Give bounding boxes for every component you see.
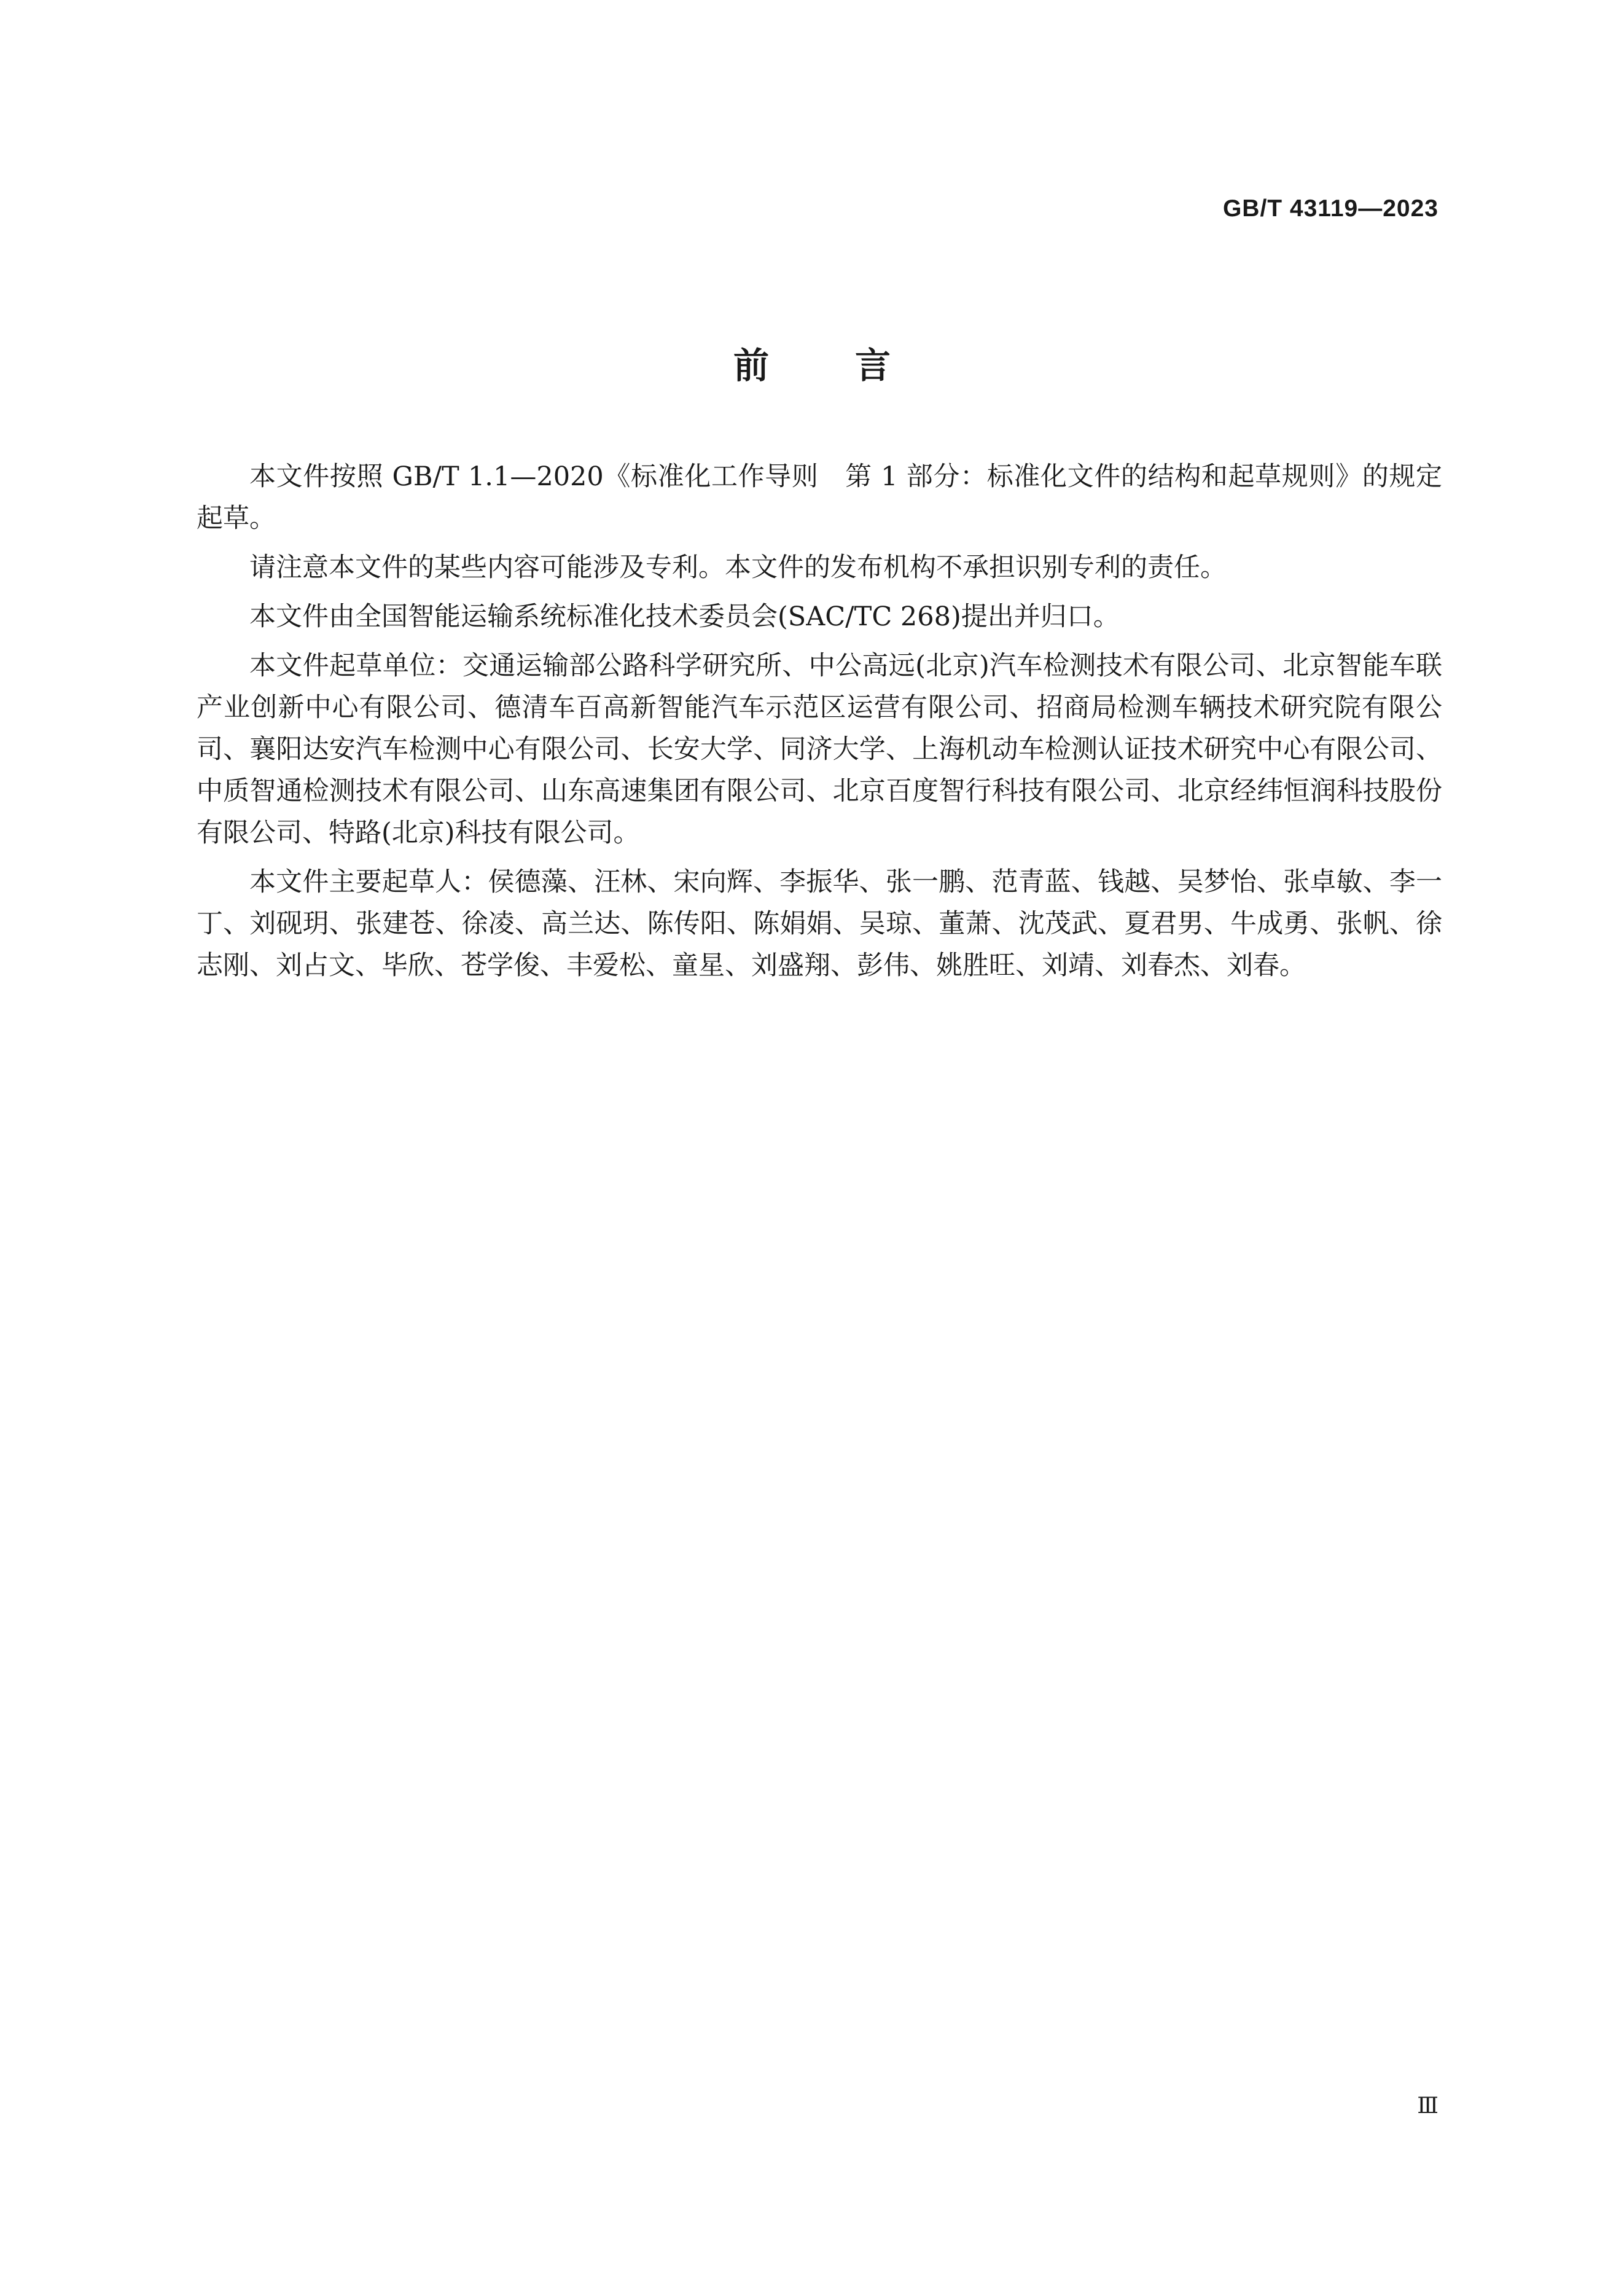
paragraph-drafters: 本文件主要起草人：侯德藻、汪林、宋向辉、李振华、张一鹏、范青蓝、钱越、吴梦怡、张卓敏、李一丁、刘砚玥、张建苍、徐凌、高兰达、陈传阳、陈娟娟、吴琼、董萧、沈茂武、夏君男、牛成勇、张帆、徐志刚、刘占文、毕欣、苍学俊、丰爱松、童星、刘盛翔、彭伟、姚胜旺、刘靖、刘春杰、刘春。: [197, 867, 1442, 981]
paragraph-patent-notice: 请注意本文件的某些内容可能涉及专利。本文件的发布机构不承担识别专利的责任。: [249, 552, 1227, 583]
foreword-body: [197, 456, 1442, 994]
standard-number: GB/T 43119—2023: [1222, 195, 1439, 222]
page-number: Ⅲ: [1417, 2093, 1439, 2119]
paragraph-drafting-rules: 本文件按照 GB/T 1.1—2020《标准化工作导则 第 1 部分：标准化文件的结构和起草规则》的规定起草。: [197, 461, 1442, 534]
paragraph-drafting-units: 本文件起草单位：交通运输部公路科学研究所、中公高远(北京)汽车检测技术有限公司、北京智能车联产业创新中心有限公司、德清车百高新智能汽车示范区运营有限公司、招商局检测车辆技术研究院有限公司、襄阳达安汽车检测中心有限公司、长安大学、同济大学、上海机动车检测认证技术研究中心有限公司、中质智通检测技术有限公司、山东高速集团有限公司、北京百度智行科技有限公司、北京经纬恒润科技股份有限公司、特路(北京)科技有限公司。: [197, 650, 1442, 848]
page-title: 前言: [733, 345, 977, 386]
paragraph-proposer: 本文件由全国智能运输系统标准化技术委员会(SAC/TC 268)提出并归口。: [249, 601, 1120, 632]
